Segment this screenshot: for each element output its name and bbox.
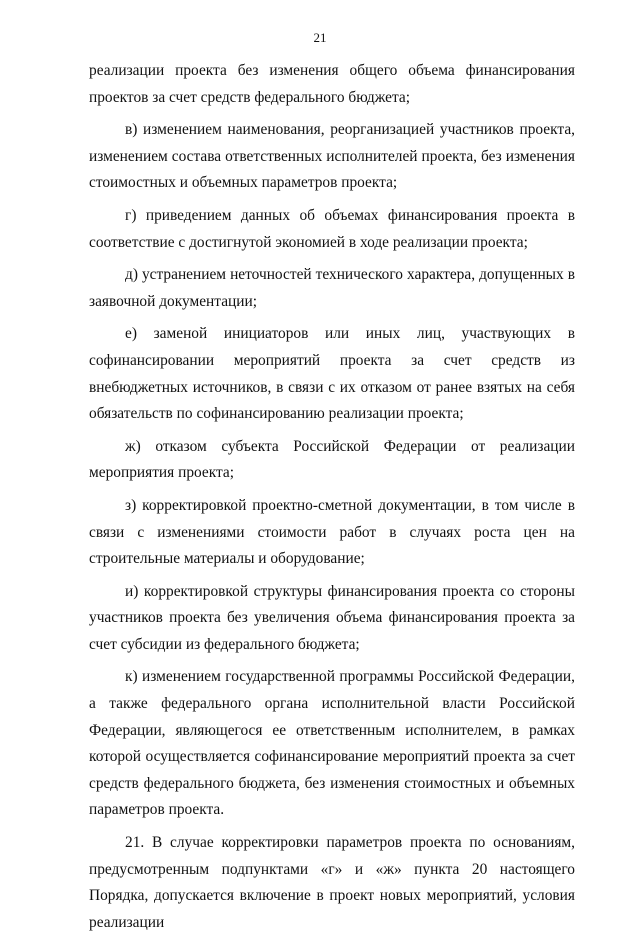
paragraph-section-21: 21. В случае корректировки параметров проекта по основаниям, предусмотренным подпунктами «г» и «ж» пункта 20 настоящего Порядка, допускается включение в проект новых мероприятий, условия реализации xyxy=(89,834,575,931)
paragraph-continuation: реализации проекта без изменения общего объема финансирования проектов за счет средств федерального бюджета; xyxy=(89,62,575,106)
paragraph-item-i: и) корректировкой структуры финансирования проекта со стороны участников проекта без увеличения объема финансирования проекта за счет субсидии из федерального бюджета; xyxy=(89,582,575,653)
paragraph-item-g: г) приведением данных об объемах финансирования проекта в соответствие с достигнутой экономией в ходе реализации проекта; xyxy=(89,206,575,251)
paragraph-item-k: к) изменением государственной программы Российской Федерации, а также федерального органа исполнительной власти Российской Федерации, являющегося ее ответственным исполнителем, в рамках которой осуществляется софинансирование мероприятий проекта за счет средств федерального бюджета, без изменения стоимостных и объемных параметров проекта. xyxy=(89,668,575,819)
document-body xyxy=(89,58,575,942)
paragraph-item-d: д) устранением неточностей технического характера, допущенных в заявочной документации; xyxy=(89,266,575,310)
paragraph-item-e: е) заменой инициаторов или иных лиц, участвующих в софинансировании мероприятий проекта за счет средств из внебюджетных источников, в связи с их отказом от ранее взятых на себя обязательств по софинансированию реализации проекта; xyxy=(89,325,575,423)
paragraph-item-zh: ж) отказом субъекта Российской Федерации от реализации мероприятия проекта; xyxy=(89,437,575,482)
paragraph-item-v: в) изменением наименования, реорганизацией участников проекта, изменением состава ответственных исполнителей проекта, без изменения стоимостных и объемных параметров проекта; xyxy=(89,121,575,192)
page-number: 21 xyxy=(313,30,327,45)
paragraph-item-z: з) корректировкой проектно-сметной документации, в том числе в связи с изменениями стоимости работ в случаях роста цен на строительные материалы и оборудование; xyxy=(89,496,575,568)
